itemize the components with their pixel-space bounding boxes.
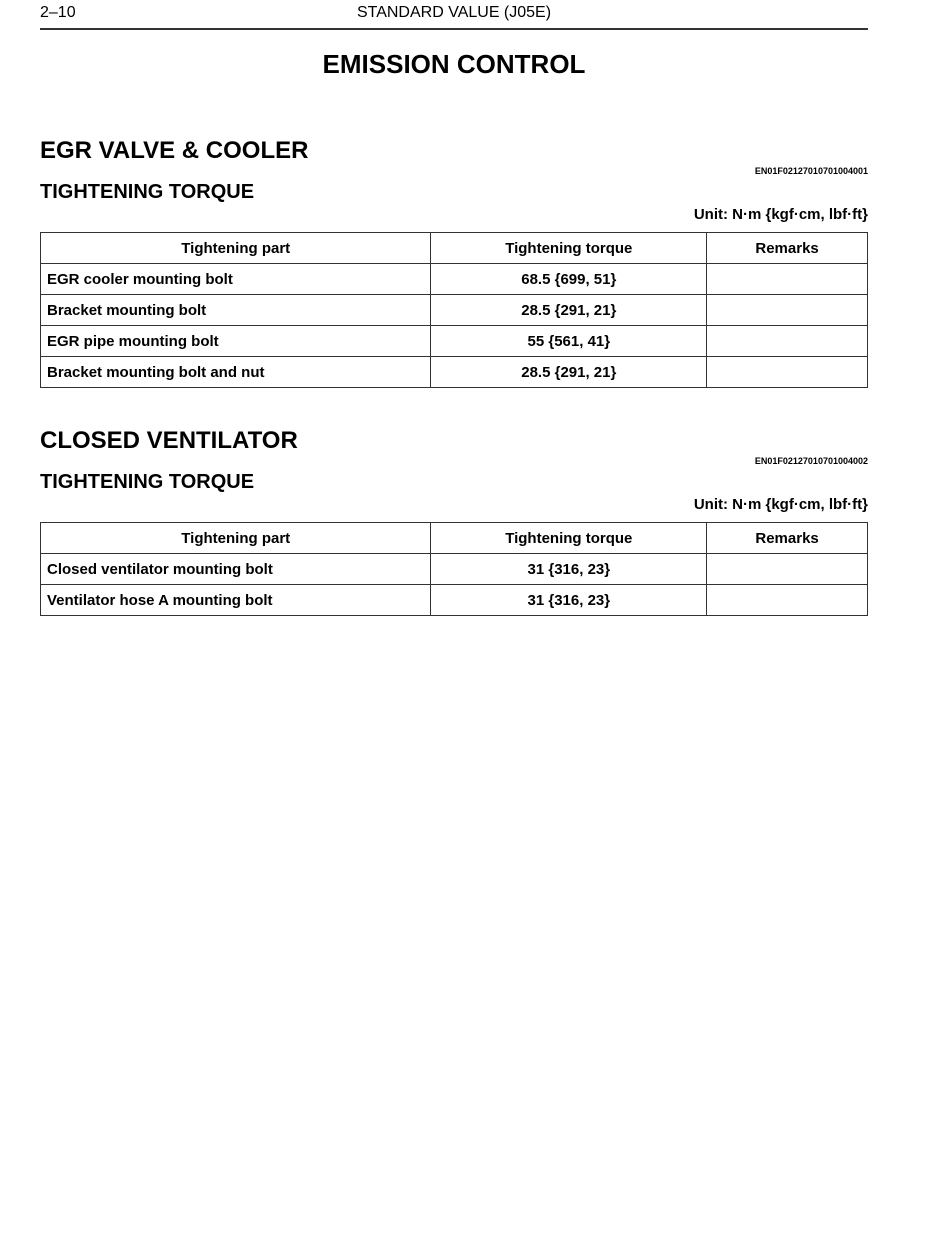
torque-table xyxy=(40,232,868,388)
cell-remarks xyxy=(707,295,868,326)
page-header xyxy=(40,4,868,30)
cell-part: EGR cooler mounting bolt xyxy=(41,264,431,295)
document-code: EN01F02127010701004001 xyxy=(754,166,868,176)
page-number: 2–10 xyxy=(40,4,76,21)
column-header-torque: Tightening torque xyxy=(431,233,707,264)
table-header-row xyxy=(41,523,868,554)
cell-torque: 28.5 {291, 21} xyxy=(431,357,707,388)
cell-remarks xyxy=(707,264,868,295)
column-header-remarks: Remarks xyxy=(707,523,868,554)
torque-table xyxy=(40,522,868,616)
section-subtitle: TIGHTENING TORQUE xyxy=(40,471,255,493)
table-row xyxy=(41,295,868,326)
cell-remarks xyxy=(707,326,868,357)
section-title: EGR VALVE & COOLER xyxy=(40,137,309,164)
running-title: STANDARD VALUE (J05E) xyxy=(356,4,552,21)
section-closed-ventilator xyxy=(40,427,868,627)
column-header-remarks: Remarks xyxy=(707,233,868,264)
unit-note: Unit: N·m {kgf·cm, lbf·ft} xyxy=(693,496,868,513)
cell-torque: 28.5 {291, 21} xyxy=(431,295,707,326)
table-header-row xyxy=(41,233,868,264)
column-header-part: Tightening part xyxy=(41,523,431,554)
cell-part: Closed ventilator mounting bolt xyxy=(41,554,431,585)
document-code: EN01F02127010701004002 xyxy=(754,456,868,466)
table-row xyxy=(41,326,868,357)
cell-part: Ventilator hose A mounting bolt xyxy=(41,585,431,616)
column-header-torque: Tightening torque xyxy=(431,523,707,554)
cell-torque: 68.5 {699, 51} xyxy=(431,264,707,295)
cell-torque: 55 {561, 41} xyxy=(431,326,707,357)
cell-remarks xyxy=(707,585,868,616)
cell-torque: 31 {316, 23} xyxy=(431,554,707,585)
section-title: CLOSED VENTILATOR xyxy=(40,427,298,454)
table-row xyxy=(41,357,868,388)
cell-torque: 31 {316, 23} xyxy=(431,585,707,616)
column-header-part: Tightening part xyxy=(41,233,431,264)
page-title: EMISSION CONTROL xyxy=(322,49,586,79)
unit-note: Unit: N·m {kgf·cm, lbf·ft} xyxy=(693,206,868,223)
table-row xyxy=(41,585,868,616)
cell-part: EGR pipe mounting bolt xyxy=(41,326,431,357)
table-row xyxy=(41,264,868,295)
cell-part: Bracket mounting bolt and nut xyxy=(41,357,431,388)
table-row xyxy=(41,554,868,585)
cell-remarks xyxy=(707,357,868,388)
cell-remarks xyxy=(707,554,868,585)
cell-part: Bracket mounting bolt xyxy=(41,295,431,326)
section-egr-valve-cooler xyxy=(40,137,868,397)
section-subtitle: TIGHTENING TORQUE xyxy=(40,181,255,203)
